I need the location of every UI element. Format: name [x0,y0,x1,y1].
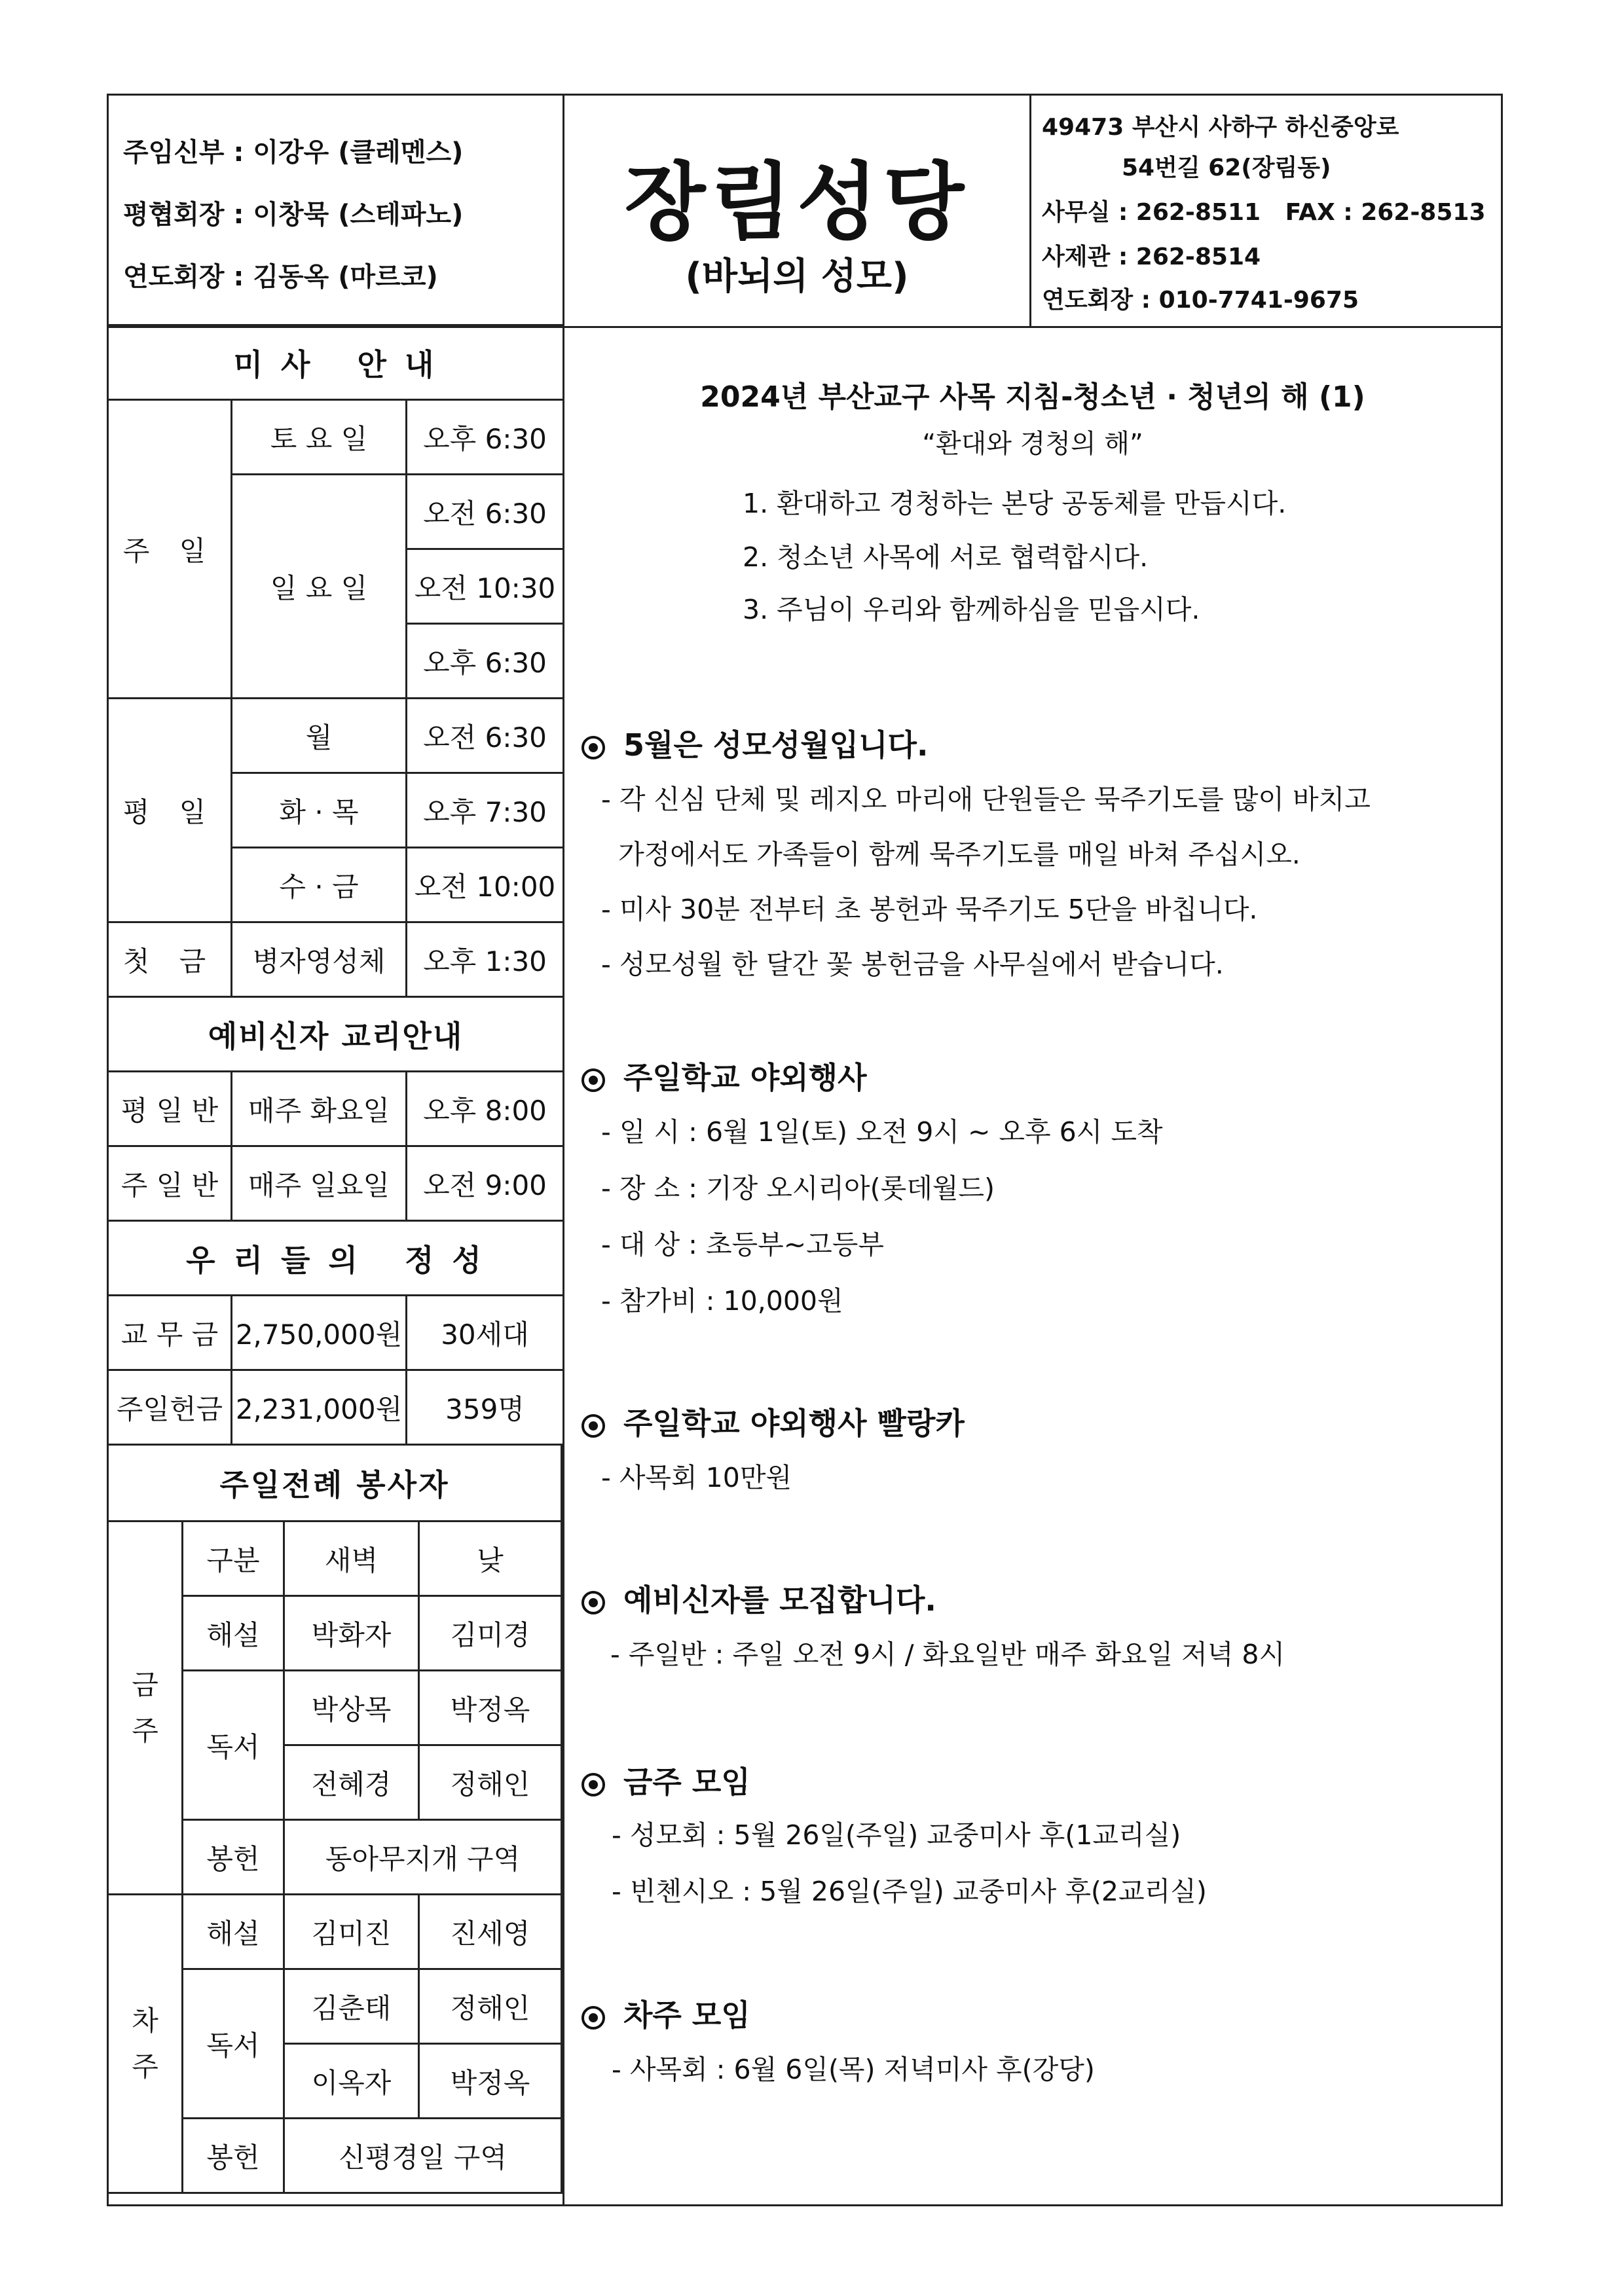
section-line: - 사목회 : 6월 6일(목) 저녁미사 후(강당) [612,2054,1095,2085]
weekday-class-time: 오후 8:00 [407,1072,564,1146]
officer-pastor: 주임신부 : 이강우 (클레멘스) [123,137,464,168]
officer-council-president: 평협회장 : 이창묵 (스테파노) [123,200,464,230]
bulletin-page [107,94,1503,2206]
guideline-item: 3. 주님이 우리와 함께하심을 믿읍시다. [743,594,1200,625]
offering-row-count: 30세대 [407,1296,564,1370]
mass-title: 미 사 안 내 [108,325,564,400]
tue-thu-time: 오후 7:30 [407,773,564,848]
this-reading2-day: 정해인 [419,1745,562,1820]
tue-thu-label: 화 · 목 [232,773,407,848]
section-heading [581,1992,750,2035]
section-line: 가정에서도 가족들이 함께 묵주기도를 매일 바쳐 주십시오. [601,839,1301,870]
office-phone: 사무실 : 262-8511 FAX : 262-8513 [1042,199,1486,226]
left-column [109,326,564,2206]
offering-row-label: 주일헌금 [108,1370,232,1445]
offering-row-count: 359명 [407,1370,564,1445]
guideline-motto: “환대와 경청의 해” [922,429,1143,459]
monday-time: 오전 6:30 [407,699,564,773]
title-panel [564,96,1031,326]
this-week-text: 금 주 [132,1668,158,1747]
liturgy-servers-table [107,1444,563,2194]
section-line: - 빈첸시오 : 5월 26일(주일) 교중미사 후(2교리실) [612,1876,1207,1907]
this-reading1-dawn: 박상목 [284,1671,419,1745]
section-heading-text: 주일학교 야외행사 [623,1060,867,1095]
bullet-icon [581,1414,605,1438]
section-line: - 사목회 10만원 [601,1462,792,1493]
contact-panel [1031,96,1501,326]
sacristy-phone: 사제관 : 262-8514 [1042,244,1261,270]
church-name: 장림성당 [624,154,970,251]
first-friday-label: 첫 금 [108,922,232,997]
guideline-item: 1. 환대하고 경청하는 본당 공동체를 만듭시다. [743,488,1287,519]
this-offering-group: 동아무지개 구역 [284,1820,562,1895]
wed-fri-label: 수 · 금 [232,848,407,922]
this-offering-label: 봉헌 [183,1820,284,1895]
sick-communion-time: 오후 1:30 [407,922,564,997]
next-week-text: 차 주 [132,2004,158,2083]
next-reading1-dawn: 김춘태 [284,1969,419,2044]
section-heading-text: 예비신자를 모집합니다. [623,1582,936,1618]
mass-schedule-table [107,324,564,1222]
next-commentary-dawn: 김미진 [284,1895,419,1969]
section-line: - 참가비 : 10,000원 [601,1285,843,1317]
sunday-time-2: 오전 10:30 [407,549,564,624]
weekday-class-when: 매주 화요일 [232,1072,407,1146]
offerings-title: 우 리 들 의 정 성 [108,1221,564,1296]
next-week-label [108,1895,183,2193]
yeondo-phone: 연도회장 : 010-7741-9675 [1042,287,1359,314]
officer-yeondo-president: 연도회장 : 김동옥 (마르코) [123,262,438,292]
servers-col-day: 낮 [419,1522,562,1596]
catechumen-title: 예비신자 교리안내 [108,997,564,1072]
section-heading-text: 차주 모임 [623,1997,750,2033]
servers-title: 주일전례 봉사자 [108,1445,562,1522]
guideline-item: 2. 청소년 사목에 서로 협력합시다. [743,541,1149,573]
sick-communion-label: 병자영성체 [232,922,407,997]
this-reading-label: 독서 [183,1671,284,1820]
section-heading [581,1576,936,1620]
sunday-day-label: 일 요 일 [232,475,407,699]
next-reading1-day: 정해인 [419,1969,562,2044]
header [109,96,1501,328]
announcements-column [564,326,1501,2206]
sunday-time-1: 오전 6:30 [407,475,564,549]
monday-label: 월 [232,699,407,773]
weekday-label: 평 일 [108,699,232,922]
offerings-table [107,1220,564,1446]
church-patron: (바뇌의 성모) [685,255,909,298]
section-line: - 미사 30분 전부터 초 봉헌과 묵주기도 5단을 바칩니다. [601,894,1258,925]
bullet-icon [581,2006,605,2030]
this-commentary-dawn: 박화자 [284,1596,419,1671]
sunday-label: 주 일 [108,400,232,699]
section-line: - 장 소 : 기장 오시리아(롯데월드) [601,1173,995,1204]
section-heading [581,721,928,765]
guideline-title: 2024년 부산교구 사목 지침-청소년 · 청년의 해 (1) [700,380,1365,414]
bullet-icon [581,736,605,759]
next-commentary-label: 해설 [183,1895,284,1969]
section-heading-text: 5월은 성모성월입니다. [623,727,929,763]
bullet-icon [581,1773,605,1796]
saturday-label: 토 요 일 [232,400,407,475]
next-commentary-day: 진세영 [419,1895,562,1969]
next-offering-group: 신평경일 구역 [284,2119,562,2193]
weekday-class-label: 평 일 반 [108,1072,232,1146]
offering-row-amount: 2,231,000원 [232,1370,407,1445]
offering-row-amount: 2,750,000원 [232,1296,407,1370]
servers-col-type: 구분 [183,1522,284,1596]
section-line: - 대 상 : 초등부~고등부 [601,1229,884,1260]
offering-row-label: 교 무 금 [108,1296,232,1370]
address-line-2: 54번길 62(장림동) [1122,155,1331,181]
next-reading2-dawn: 이옥자 [284,2044,419,2119]
section-heading [581,1758,750,1802]
sunday-class-label: 주 일 반 [108,1146,232,1221]
officers-panel [109,96,564,326]
address-line-1: 49473 부산시 사하구 하신중앙로 [1042,114,1399,141]
sunday-class-time: 오전 9:00 [407,1146,564,1221]
bullet-icon [581,1591,605,1614]
section-heading [581,1054,867,1097]
sunday-time-3: 오후 6:30 [407,624,564,699]
this-week-label [108,1522,183,1895]
next-offering-label: 봉헌 [183,2119,284,2193]
section-line: - 각 신심 단체 및 레지오 마리애 단원들은 묵주기도를 많이 바치고 [601,784,1371,815]
saturday-time: 오후 6:30 [407,400,564,475]
servers-col-dawn: 새벽 [284,1522,419,1596]
this-reading2-dawn: 전혜경 [284,1745,419,1820]
this-commentary-label: 해설 [183,1596,284,1671]
sunday-class-when: 매주 일요일 [232,1146,407,1221]
section-heading [581,1400,965,1443]
this-commentary-day: 김미경 [419,1596,562,1671]
section-line: - 일 시 : 6월 1일(토) 오전 9시 ~ 오후 6시 도착 [601,1116,1163,1148]
bullet-icon [581,1068,605,1092]
section-heading-text: 금주 모임 [623,1764,750,1800]
section-line: - 성모회 : 5월 26일(주일) 교중미사 후(1교리실) [612,1819,1181,1851]
this-reading1-day: 박정옥 [419,1671,562,1745]
next-reading2-day: 박정옥 [419,2044,562,2119]
wed-fri-time: 오전 10:00 [407,848,564,922]
section-line: - 주일반 : 주일 오전 9시 / 화요일반 매주 화요일 저녁 8시 [610,1639,1285,1670]
next-reading-label: 독서 [183,1969,284,2119]
section-heading-text: 주일학교 야외행사 빨랑카 [623,1406,965,1441]
section-line: - 성모성월 한 달간 꽃 봉헌금을 사무실에서 받습니다. [601,949,1224,980]
